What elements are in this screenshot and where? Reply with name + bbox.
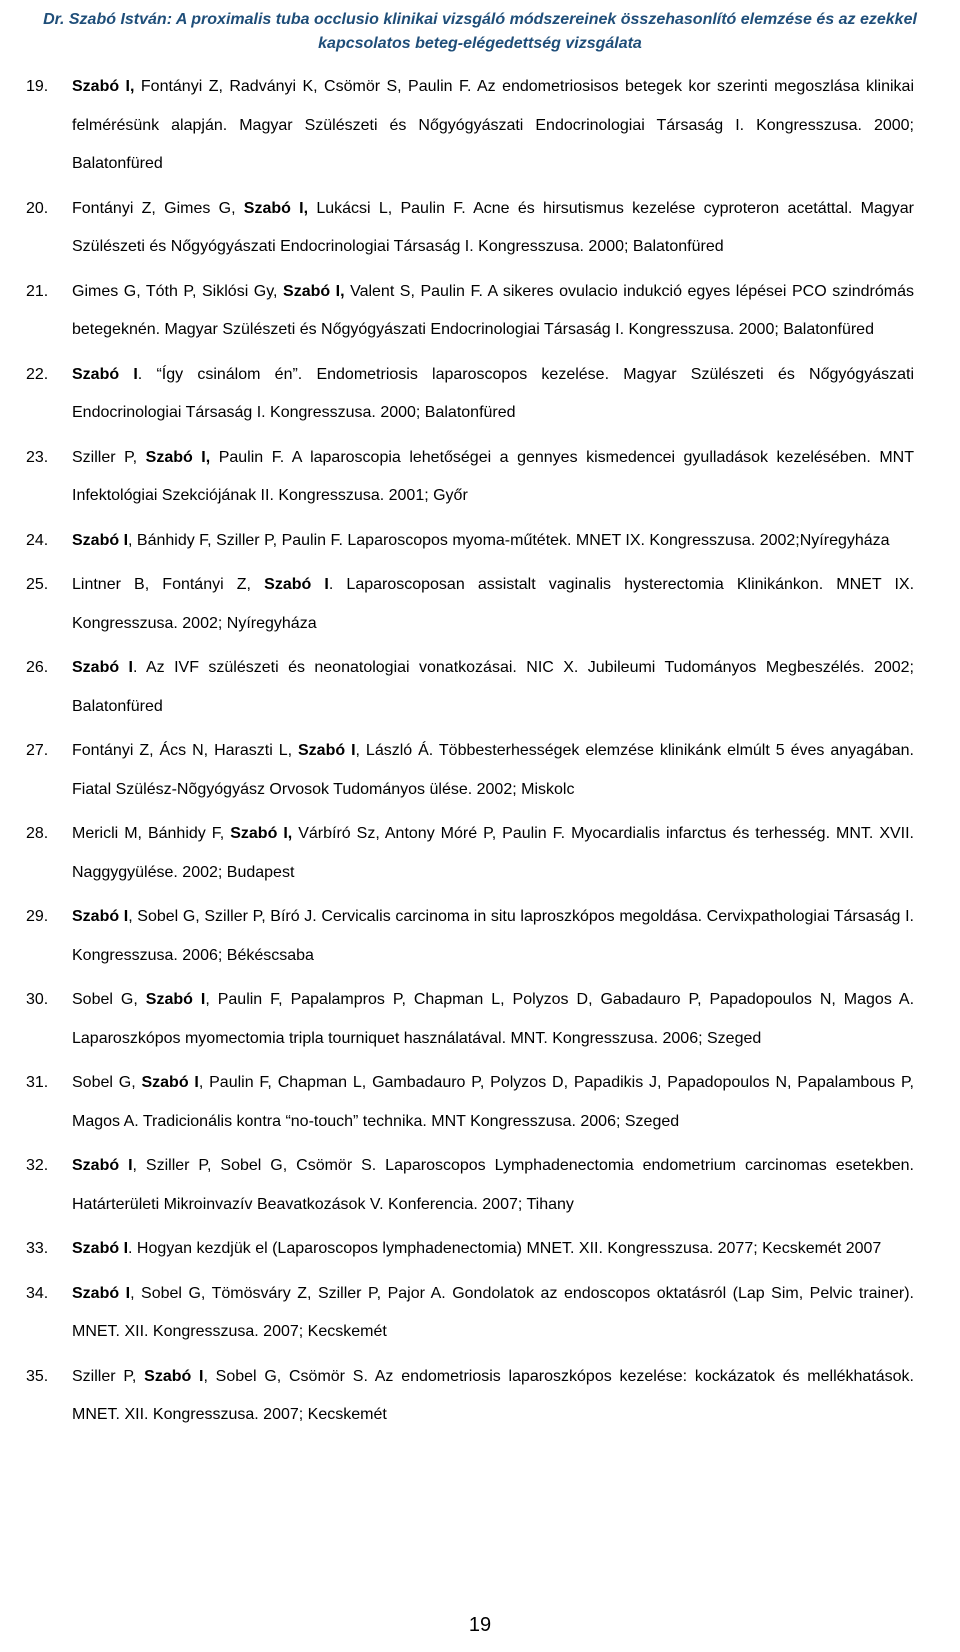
author-highlight: Szabó I xyxy=(72,1240,129,1257)
reference-text xyxy=(72,566,914,643)
reference-text-segment: , Paulin F, Chapman L, Gambadauro P, Polyzos D, Papadikis J, Papadopoulos N, Papalambous P, Magos A. Tradicionális kontra “no-touch” technika. MNT Kongresszusa. 2006; Szeged xyxy=(72,1074,914,1130)
header-line-2: kapcsolatos beteg-elégedettség vizsgálata xyxy=(318,35,642,52)
reference-text xyxy=(72,1358,914,1435)
author-highlight: Szabó I, xyxy=(72,78,135,95)
reference-number: 26. xyxy=(26,659,49,676)
author-highlight: Szabó I xyxy=(72,365,138,383)
reference-text-segment: Paulin F. A laparoscopia lehetőségei a gennyes kismedencei gyulladások kezelésében. MNT Infektológiai Szekciójának II. Kongresszusa. 2001; Győr xyxy=(72,448,915,504)
reference-number: 25. xyxy=(26,576,49,593)
reference-number: 24. xyxy=(26,531,49,549)
reference-text xyxy=(72,898,914,975)
reference-text-segment: Fontányi Z, Radványi K, Csömör S, Paulin F. Az endometriosisos betegek kor szerinti megoszlása klinikai felmérésünk alapján. Magyar Szülészeti és Nőgyógyászati Endocrinologiai Társaság I. Kongresszusa. 2000; Balatonfüred xyxy=(72,78,915,172)
reference-number: 35. xyxy=(26,1367,49,1385)
reference-item xyxy=(26,732,914,809)
reference-number: 32. xyxy=(26,1157,49,1174)
reference-item xyxy=(26,522,914,561)
reference-text-segment: , Paulin F, Papalampros P, Chapman L, Polyzos D, Gabadauro P, Papadopoulos N, Magos A. Laparoszkópos myomectomia tripla tourniquet használatával. MNT. Kongresszusa. 2006; Szeged xyxy=(72,991,915,1047)
reference-number: 20. xyxy=(26,199,49,217)
author-highlight: Szabó I, xyxy=(145,448,211,466)
reference-item xyxy=(26,1358,914,1435)
reference-item xyxy=(26,273,914,350)
reference-text xyxy=(72,1275,914,1352)
reference-text-segment: Sobel G, xyxy=(72,991,146,1008)
header-line-1: Dr. Szabó István: A proximalis tuba occlusio klinikai vizsgáló módszereinek összehasonlító elemzése és az ezekkel xyxy=(43,11,917,28)
reference-text-segment: . Az IVF szülészeti és neonatologiai vonatkozásai. NIC X. Jubileumi Tudományos Megbeszélés. 2002; Balatonfüred xyxy=(72,659,914,715)
reference-item xyxy=(26,649,914,726)
reference-item xyxy=(26,1147,914,1224)
reference-text-segment: . “Így csinálom én”. Endometriosis laparoscopos kezelése. Magyar Szülészeti és Nőgyógyászati Endocrinologiai Társaság I. Kongresszusa. 2000; Balatonfüred xyxy=(72,365,914,421)
reference-text-segment: . Hogyan kezdjük el (Laparoscopos lymphadenectomia) MNET. XII. Kongresszusa. 2077; Kecskemét 2007 xyxy=(128,1240,882,1257)
reference-text-segment: Valent S, Paulin F. A sikeres ovulacio indukció egyes lépései PCO szindrómás betegeknén. Magyar Szülészeti és Nőgyógyászati Endocrinologiai Társaság I. Kongresszusa. 2000; Balatonfüred xyxy=(72,282,914,338)
reference-text xyxy=(72,190,914,267)
author-highlight: Szabó I xyxy=(264,576,329,593)
author-highlight: Szabó I xyxy=(72,659,133,676)
reference-number: 33. xyxy=(26,1240,49,1257)
reference-text-segment: Lukácsi L, Paulin F. Acne és hirsutismus kezelése cyproteron acetáttal. Magyar Szülészeti és Nőgyógyászati Endocrinologiai Társaság I. Kongresszusa. 2000; Balatonfüred xyxy=(72,199,915,255)
reference-text-segment: Fontányi Z, Gimes G, xyxy=(72,199,244,217)
reference-text-segment: , Sobel G, Sziller P, Bíró J. Cervicalis carcinoma in situ laproszkópos megoldása. Cervixpathologiai Társaság I. Kongresszusa. 2006; Békéscsaba xyxy=(72,908,914,964)
author-highlight: Szabó I xyxy=(141,1074,199,1091)
reference-text-segment: , Sobel G, Tömösváry Z, Sziller P, Pajor A. Gondolatok az endoscopos oktatásról (Lap Sim, Pelvic trainer). MNET. XII. Kongresszusa. 2007; Kecskemét xyxy=(72,1284,914,1340)
reference-item xyxy=(26,898,914,975)
reference-text xyxy=(72,522,914,561)
reference-text xyxy=(72,981,914,1058)
reference-text-segment: Lintner B, Fontányi Z, xyxy=(72,576,265,593)
reference-number: 30. xyxy=(26,991,49,1008)
reference-text xyxy=(72,732,914,809)
running-header xyxy=(0,8,960,56)
reference-text-segment: Sziller P, xyxy=(72,448,146,466)
reference-number: 23. xyxy=(26,448,49,466)
reference-item xyxy=(26,439,914,516)
author-highlight: Szabó I xyxy=(72,1157,133,1174)
author-highlight: Szabó I, xyxy=(243,199,309,217)
reference-text xyxy=(72,1147,914,1224)
reference-item xyxy=(26,1230,914,1269)
reference-text xyxy=(72,815,914,892)
reference-text-segment: Gimes G, Tóth P, Siklósi Gy, xyxy=(72,282,284,300)
reference-item xyxy=(26,1275,914,1352)
reference-text-segment: , Bánhidy F, Sziller P, Paulin F. Laparoscopos myoma-műtétek. MNET IX. Kongresszusa. 2002;Nyíregyháza xyxy=(128,531,890,549)
reference-item xyxy=(26,981,914,1058)
reference-text-segment: Fontányi Z, Ács N, Haraszti L, xyxy=(72,742,298,759)
reference-text xyxy=(72,68,914,184)
author-highlight: Szabó I xyxy=(145,991,206,1008)
reference-text-segment: Mericli M, Bánhidy F, xyxy=(72,825,231,842)
reference-text xyxy=(72,439,914,516)
reference-number: 29. xyxy=(26,908,49,925)
reference-text xyxy=(72,649,914,726)
reference-item xyxy=(26,815,914,892)
reference-text-segment: , László Á. Többesterhességek elemzése klinikánk elmúlt 5 éves anyagában. Fiatal Szülész-Nõgyógyász Orvosok Tudományos ülése. 2002; Miskolc xyxy=(72,742,914,798)
author-highlight: Szabó I xyxy=(72,1284,131,1302)
reference-number: 27. xyxy=(26,742,49,759)
reference-text-segment: , Sobel G, Csömör S. Az endometriosis laparoszkópos kezelése: kockázatok és mellékhatások. MNET. XII. Kongresszusa. 2007; Kecskemét xyxy=(72,1367,914,1423)
author-highlight: Szabó I xyxy=(144,1367,204,1385)
page-number: 19 xyxy=(468,1614,492,1636)
reference-item xyxy=(26,68,914,184)
author-highlight: Szabó I xyxy=(72,531,129,549)
reference-text xyxy=(72,273,914,350)
reference-text-segment: Várbíró Sz, Antony Móré P, Paulin F. Myocardialis infarctus és terhesség. MNT. XVII. Naggygyülése. 2002; Budapest xyxy=(72,825,915,881)
reference-item xyxy=(26,1064,914,1141)
author-highlight: Szabó I xyxy=(72,908,129,925)
reference-text-segment: , Sziller P, Sobel G, Csömör S. Laparoscopos Lymphadenectomia endometrium carcinomas esetekben. Határterületi Mikroinvazív Beavatkozások V. Konferencia. 2007; Tihany xyxy=(72,1157,914,1213)
reference-number: 31. xyxy=(26,1074,49,1091)
reference-text-segment: . Laparoscoposan assistalt vaginalis hysterectomia Klinikánkon. MNET IX. Kongresszusa. 2002; Nyíregyháza xyxy=(72,576,915,632)
author-highlight: Szabó I, xyxy=(283,282,345,300)
reference-item xyxy=(26,566,914,643)
reference-number: 22. xyxy=(26,365,49,383)
reference-text xyxy=(72,1230,914,1269)
reference-number: 28. xyxy=(26,825,49,842)
reference-item xyxy=(26,190,914,267)
reference-item xyxy=(26,356,914,433)
reference-number: 21. xyxy=(26,282,49,300)
reference-text xyxy=(72,356,914,433)
reference-text-segment: Sobel G, xyxy=(72,1074,142,1091)
reference-list xyxy=(26,68,914,1441)
author-highlight: Szabó I xyxy=(298,742,356,759)
reference-text-segment: Sziller P, xyxy=(72,1367,145,1385)
author-highlight: Szabó I, xyxy=(230,825,293,842)
reference-number: 34. xyxy=(26,1284,49,1302)
reference-number: 19. xyxy=(26,78,49,95)
reference-text xyxy=(72,1064,914,1141)
